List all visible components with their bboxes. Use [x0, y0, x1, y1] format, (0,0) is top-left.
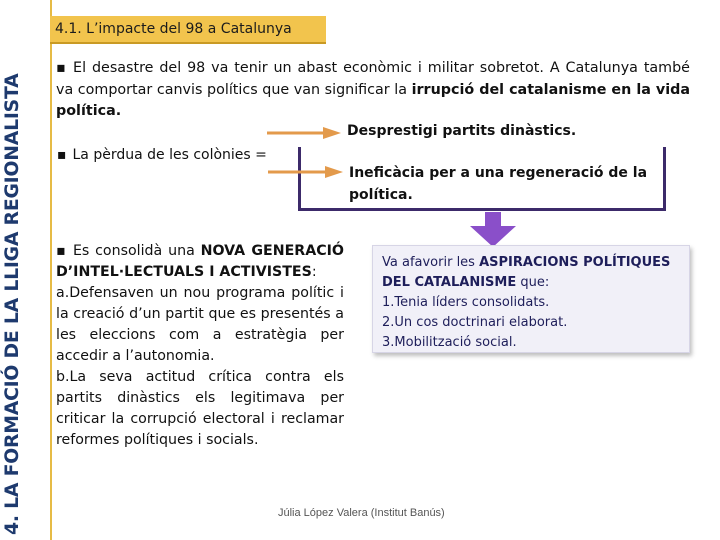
aspirations-callout [372, 245, 690, 353]
callout-item: 3.Mobilització social. [382, 335, 517, 350]
outcome-discredit: Desprestigi partits dinàstics. [347, 123, 577, 139]
arrow-right-icon [268, 166, 343, 178]
bullet-icon: ▪ [56, 60, 68, 76]
callout-item: 2.Un cos doctrinari elaborat. [382, 315, 568, 330]
section-title: 4.1. L’impacte del 98 a Catalunya [50, 16, 326, 44]
bullet-icon: ▪ [57, 147, 67, 163]
outcome-ineffective: Ineficàcia per a una regeneració de la política. [349, 165, 648, 203]
generation-intro: Es consolidà una [72, 243, 201, 259]
callout-suffix: que: [516, 275, 550, 290]
generation-point-b: b.La seva actitud crítica contra els partits dinàstics els legitimava per criticar la corrupció electoral i reclamar reformes polítiques i socials. [56, 369, 344, 448]
callout-intro: Va afavorir les [382, 255, 480, 270]
generation-colon: : [311, 264, 317, 280]
intro-bold: irrupció del catalanisme en la vida política. [56, 81, 690, 119]
arrow-down-icon [470, 212, 516, 247]
callout-bold: ASPIRACIONS POLÍTIQUES DEL CATALANISME [382, 255, 671, 290]
callout-item: 1.Tenia líders consolidats. [382, 295, 550, 310]
generation-point-a: a.Defensaven un nou programa polític i la creació d’un partit que es presentés a les eleccions com a estratègia per accedir a l’autonomia. [56, 285, 344, 364]
generation-bold: NOVA GENERACIÓ D’INTEL·LECTUALS I ACTIVISTES [56, 243, 344, 280]
generation-paragraph [56, 241, 344, 451]
author-credit: Júlia López Valera (Institut Banús) [278, 507, 445, 519]
intro-text: El desastre del 98 va tenir un abast econòmic i militar sobretot. A Catalunya també va comportar canvis polítics que van significar la [56, 60, 690, 98]
bullet-icon: ▪ [56, 243, 67, 259]
colonies-loss-text: La pèrdua de les colònies = [72, 147, 267, 163]
arrow-right-icon [267, 127, 341, 139]
side-title: 4. LA FORMACIÓ DE LA LLIGA REGIONALISTA [2, 73, 23, 535]
